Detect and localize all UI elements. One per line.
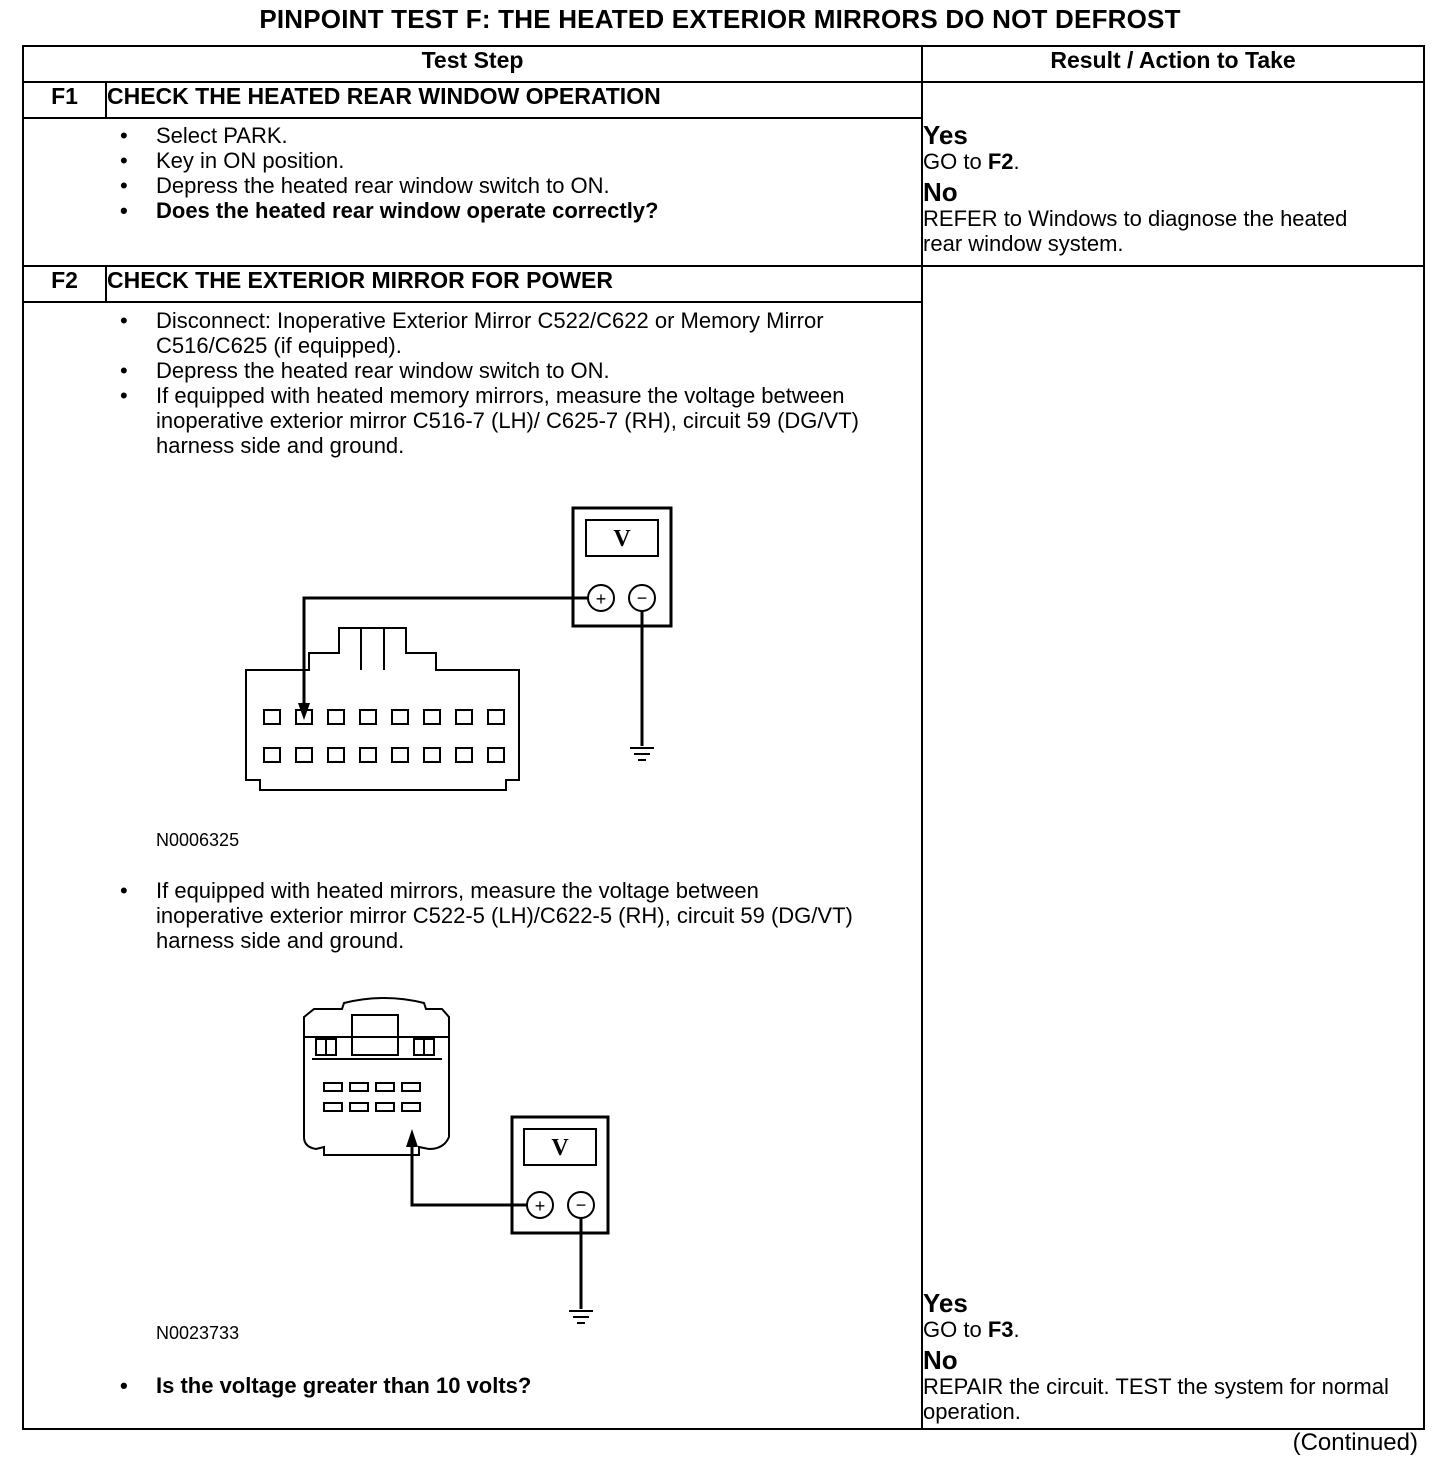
f2-step: • Disconnect: Inoperative Exterior Mirror C522/C622 or Memory Mirror C516/C625 (if equipped). (24, 308, 871, 358)
f1-step-list (24, 123, 921, 223)
page-title: PINPOINT TEST F: THE HEATED EXTERIOR MIRRORS DO NOT DEFROST (259, 4, 1181, 34)
header-row (23, 46, 1424, 82)
f1-steps-cell (23, 118, 922, 266)
f1-question: • Does the heated rear window operate correctly? (24, 198, 921, 223)
f1-step: • Key in ON position. (24, 148, 921, 173)
connector-pins (264, 710, 504, 762)
result-header: Result / Action to Take (922, 46, 1424, 82)
f2-step-list-b (24, 878, 921, 953)
f1-step: • Depress the heated rear window switch to ON. (24, 173, 921, 198)
pinpoint-test-table (22, 45, 1425, 1430)
svg-text:+: + (534, 1196, 546, 1216)
f2-step: • If equipped with heated mirrors, measure the voltage between inoperative exterior mirror C522-5 (LH)/C622-5 (RH), circuit 59 (DG/VT) harness side and ground. (24, 878, 871, 953)
f2-title-row (23, 266, 1424, 302)
f1-no-text: REFER to Windows to diagnose the heated rear window system. (923, 206, 1348, 256)
figure-heated-mirror-connector (24, 953, 921, 1373)
f2-step-title: CHECK THE EXTERIOR MIRROR FOR POWER (106, 266, 922, 302)
f2-question-list (24, 1373, 921, 1398)
svg-text:+: + (595, 589, 607, 609)
positive-lead-2 (412, 1147, 527, 1205)
f2-step-list-a (24, 308, 921, 458)
f2-step: • If equipped with heated memory mirrors, measure the voltage between inoperative exterior mirror C516-7 (LH)/ C625-7 (RH), circuit 59 (DG/VT) harness side and ground. (24, 383, 871, 458)
connector-diagram-2 (294, 997, 694, 1337)
voltmeter-symbol: V (613, 526, 631, 552)
continued-label: (Continued) (1292, 1429, 1418, 1456)
f1-yes-label: Yes (923, 120, 968, 150)
figure-2-id: N0023733 (156, 1323, 240, 1343)
svg-text:−: − (575, 1195, 587, 1215)
test-step-header: Test Step (23, 46, 922, 82)
connector-body (246, 628, 519, 790)
connector-body-2 (304, 998, 449, 1155)
voltmeter-2-symbol: V (551, 1135, 569, 1161)
f2-question: • Is the voltage greater than 10 volts? (24, 1373, 921, 1398)
f2-step-id: F2 (23, 266, 106, 302)
f2-step: • Depress the heated rear window switch to ON. (24, 358, 871, 383)
f1-step-id: F1 (23, 82, 106, 118)
figure-memory-mirror-connector (24, 458, 921, 878)
f2-no-text: REPAIR the circuit. TEST the system for normal operation. (923, 1374, 1389, 1424)
f2-steps-cell (23, 302, 922, 1429)
positive-lead (304, 598, 588, 703)
figure-1-id: N0006325 (156, 830, 240, 850)
f1-title-row (23, 82, 1424, 118)
f2-no-label: No (923, 1345, 958, 1375)
f2-yes-label: Yes (923, 1288, 968, 1318)
f1-no-label: No (923, 177, 958, 207)
f2-yes-text: GO to F3. (923, 1317, 1020, 1342)
f1-step: • Select PARK. (24, 123, 921, 148)
f1-result (922, 82, 1424, 266)
f1-yes-text: GO to F2. (923, 149, 1020, 174)
svg-text:−: − (636, 588, 648, 608)
f1-step-title: CHECK THE HEATED REAR WINDOW OPERATION (106, 82, 922, 118)
f2-result (922, 266, 1424, 1429)
connector-diagram-1 (224, 498, 924, 908)
